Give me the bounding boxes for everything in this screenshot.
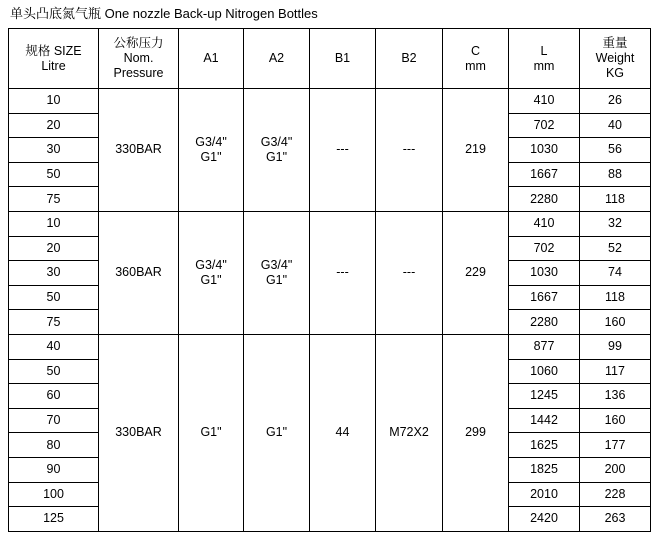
cell-a2-line: G3/4" [260, 257, 293, 272]
cell-l: 2280 [509, 310, 580, 335]
header-line: mm [533, 58, 555, 73]
cell-size: 50 [9, 162, 99, 187]
header-c [443, 29, 509, 89]
header-line: A2 [268, 51, 285, 65]
cell-l: 1667 [509, 285, 580, 310]
cell-l: 410 [509, 89, 580, 114]
cell-a1-line: G1" [200, 149, 222, 164]
cell-b1: --- [310, 89, 376, 212]
cell-a1-line: G1" [200, 272, 222, 287]
cell-weight: 56 [580, 138, 651, 163]
cell-c: 219 [443, 89, 509, 212]
cell-l: 1030 [509, 261, 580, 286]
cell-l: 1667 [509, 162, 580, 187]
cell-a1-line: G3/4" [195, 134, 227, 149]
header-line: 重量 [602, 36, 628, 50]
cell-weight: 160 [580, 408, 651, 433]
cell-size: 90 [9, 457, 99, 482]
cell-l: 2420 [509, 507, 580, 532]
cell-size: 30 [9, 261, 99, 286]
header-line: A1 [203, 51, 219, 65]
header-line: Weight [595, 51, 635, 65]
cell-weight: 117 [580, 359, 651, 384]
cell-l: 702 [509, 113, 580, 138]
spec-table [8, 28, 651, 532]
header-pressure [99, 29, 179, 89]
cell-l: 1030 [509, 138, 580, 163]
header-line: 公称压力 [113, 36, 164, 50]
header-b2 [376, 29, 443, 89]
cell-a2 [244, 334, 310, 531]
header-a1 [179, 29, 244, 89]
cell-a1 [179, 334, 244, 531]
cell-weight: 40 [580, 113, 651, 138]
cell-weight: 118 [580, 187, 651, 212]
cell-a2 [244, 89, 310, 212]
cell-weight: 118 [580, 285, 651, 310]
cell-b2: --- [376, 211, 443, 334]
cell-size: 70 [9, 408, 99, 433]
cell-weight: 99 [580, 334, 651, 359]
cell-weight: 177 [580, 433, 651, 458]
cell-size: 50 [9, 285, 99, 310]
header-line: Nom. [123, 51, 154, 65]
cell-size: 75 [9, 310, 99, 335]
cell-weight: 26 [580, 89, 651, 114]
cell-weight: 32 [580, 211, 651, 236]
cell-size: 10 [9, 89, 99, 114]
header-l [509, 29, 580, 89]
cell-size: 20 [9, 113, 99, 138]
table-body [9, 89, 651, 532]
cell-a1 [179, 211, 244, 334]
cell-size: 10 [9, 211, 99, 236]
cell-b1: 44 [310, 334, 376, 531]
cell-l: 1442 [509, 408, 580, 433]
cell-b2: --- [376, 89, 443, 212]
cell-weight: 160 [580, 310, 651, 335]
cell-a2-line: G1" [265, 425, 288, 440]
cell-pressure: 330BAR [99, 89, 179, 212]
page-title: 单头凸底氮气瓶 One nozzle Back-up Nitrogen Bottles [10, 6, 318, 21]
cell-l: 410 [509, 211, 580, 236]
cell-size: 100 [9, 482, 99, 507]
header-weight [580, 29, 651, 89]
header-line: mm [465, 58, 486, 73]
cell-c: 299 [443, 334, 509, 531]
header-line: KG [605, 66, 625, 80]
cell-l: 1825 [509, 457, 580, 482]
header-size [9, 29, 99, 89]
cell-b2: M72X2 [376, 334, 443, 531]
cell-size: 75 [9, 187, 99, 212]
cell-size: 20 [9, 236, 99, 261]
cell-a2 [244, 211, 310, 334]
cell-weight: 74 [580, 261, 651, 286]
cell-size: 50 [9, 359, 99, 384]
cell-l: 2280 [509, 187, 580, 212]
cell-pressure: 330BAR [99, 334, 179, 531]
table-row [9, 211, 651, 236]
cell-weight: 228 [580, 482, 651, 507]
cell-a2-line: G3/4" [260, 134, 293, 149]
cell-l: 2010 [509, 482, 580, 507]
header-line: C [470, 43, 481, 58]
header-b1 [310, 29, 376, 89]
header-line: B1 [334, 51, 351, 65]
cell-weight: 52 [580, 236, 651, 261]
header-line: L [540, 43, 548, 58]
cell-size: 60 [9, 384, 99, 409]
cell-weight: 88 [580, 162, 651, 187]
cell-pressure: 360BAR [99, 211, 179, 334]
cell-l: 877 [509, 334, 580, 359]
header-line: Litre [41, 58, 66, 73]
cell-l: 1625 [509, 433, 580, 458]
cell-a1-line: G1" [200, 425, 222, 440]
cell-a2-line: G1" [265, 149, 288, 164]
cell-a1 [179, 89, 244, 212]
cell-weight: 136 [580, 384, 651, 409]
header-line: B2 [401, 51, 417, 65]
table-row [9, 89, 651, 114]
cell-size: 125 [9, 507, 99, 532]
header-line: 规格 SIZE [25, 43, 82, 58]
cell-c: 229 [443, 211, 509, 334]
cell-a2-line: G1" [265, 272, 288, 287]
table-row [9, 334, 651, 359]
header-line: Pressure [113, 66, 164, 80]
header-row [9, 29, 651, 89]
cell-a1-line: G3/4" [195, 257, 227, 272]
cell-weight: 200 [580, 457, 651, 482]
cell-size: 40 [9, 334, 99, 359]
cell-l: 1245 [509, 384, 580, 409]
cell-l: 1060 [509, 359, 580, 384]
cell-size: 80 [9, 433, 99, 458]
cell-weight: 263 [580, 507, 651, 532]
cell-size: 30 [9, 138, 99, 163]
header-a2 [244, 29, 310, 89]
cell-l: 702 [509, 236, 580, 261]
cell-b1: --- [310, 211, 376, 334]
